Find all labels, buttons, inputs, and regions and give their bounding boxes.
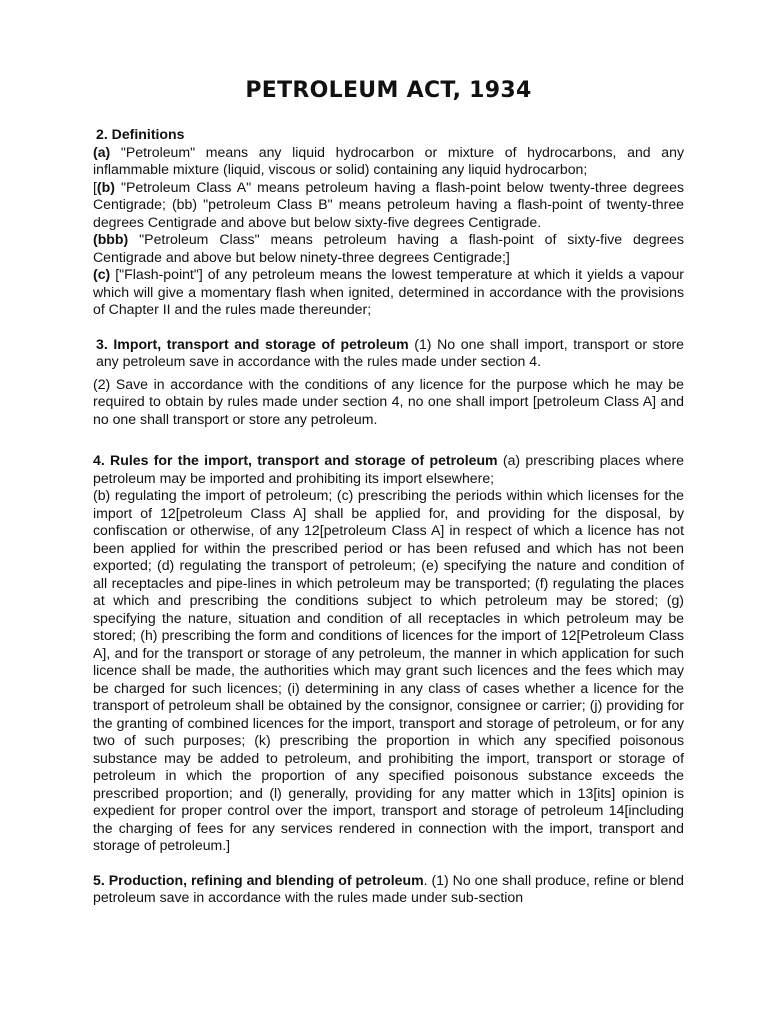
definition-a-label: (a) <box>93 143 111 160</box>
section-3-paragraph-1 <box>93 336 684 371</box>
definition-c-text: ["Flash-point"] of any petroleum means the lowest temperature at which it yields a vapour which will give a momentary flash when ignited, determined in accordance with the provisions of Chapter II and the rules made thereunder; <box>93 266 684 317</box>
section-4-intro <box>93 452 684 487</box>
section-2-heading: 2. Definitions <box>96 126 185 142</box>
definition-a-text: "Petroleum" means any liquid hydrocarbon or mixture of hydrocarbons, and any inflammable mixture (liquid, viscous or solid) containing any liquid hydrocarbon; <box>93 143 684 177</box>
section-3-import <box>93 336 684 429</box>
definition-bbb <box>93 231 684 266</box>
section-2-definitions <box>93 126 684 319</box>
section-4-intro-text: (a) prescribing places where petroleum may be imported and prohibiting its import elsewhere; <box>93 452 684 486</box>
definition-c <box>93 266 684 319</box>
section-4-heading: 4. Rules for the import, transport and storage of petroleum <box>93 452 498 468</box>
section-4-body: (b) regulating the import of petroleum; (c) prescribing the periods within which licenses for the import of 12[petroleum Class A] shall be applied for, and providing for the disposal, by confiscation or otherwise, of any 12[petroleum Class A] in respect of which a licence has not been applied for within the prescribed period or has been refused and which has not been exported; (d) regulating the transport of petroleum; (e) specifying the nature and condition of all receptacles and pipe-lines in which petroleum may be transported; (f) regulating the places at which and prescribing the conditions subject to which petroleum may be stored; (g) specifying the nature, situation and condition of all receptacles in which petroleum may be stored; (h) prescribing the form and conditions of licences for the import of 12[Petroleum Class A], and for the transport or storage of any petroleum, the manner in which application for such licence shall be made, the authorities which may grant such licences and the fees which may be charged for such licences; (i) determining in any class of cases whether a licence for the transport of petroleum shall be obtained by the consignor, consignee or carrier; (j) providing for the granting of combined licences for the import, transport and storage of petroleum, or for any two of such purposes; (k) prescribing the proportion in which any specified poisonous substance may be added to petroleum, and prohibiting the import, transport or storage of petroleum in which the proportion of any specified poisonous substance exceeds the prescribed proportion; and (l) generally, providing for any matter which in 13[its] opinion is expedient for proper control over the import, transport and storage of petroleum 14[including the charging of fees for any services rendered in connection with the import, transport and storage of petroleum.] <box>93 487 684 853</box>
document-title: PETROLEUM ACT, 1934 <box>245 78 532 103</box>
definition-b <box>93 179 684 232</box>
section-4-rules <box>93 452 684 855</box>
definition-c-label: (c) <box>93 266 111 282</box>
definition-a <box>93 144 684 179</box>
definition-b-label: (b) <box>96 178 115 195</box>
definition-b-text: "Petroleum Class A" means petroleum having a flash-point below twenty-three degrees Centigrade; (bb) "petroleum Class B" means petroleum having a flash-point of twenty-three degrees Centigrade and above but below sixty-five degrees Centigrade. <box>93 178 684 230</box>
definition-bbb-text: "Petroleum Class" means petroleum having a flash-point of sixty-five degrees Centigrade and above but below ninety-three degrees Centigrade;] <box>93 231 684 265</box>
section-3-paragraph-2: (2) Save in accordance with the conditions of any licence for the purpose which he may be required to obtain by rules made under section 4, no one shall import [petroleum Class A] and no one shall transport or store any petroleum. <box>93 375 684 427</box>
section-5-text: . (1) No one shall produce, refine or blend petroleum save in accordance with the rules made under sub-section <box>93 871 684 905</box>
bracket-open: [ <box>93 178 97 195</box>
definition-bbb-label: (bbb) <box>93 231 129 247</box>
section-5-production <box>93 872 684 907</box>
section-3-paragraph-1-text: (1) No one shall import, transport or store any petroleum save in accordance with the rules made under section 4. <box>96 335 685 369</box>
section-3-heading: 3. Import, transport and storage of petroleum <box>96 335 409 352</box>
section-5-heading: 5. Production, refining and blending of petroleum <box>93 871 424 888</box>
